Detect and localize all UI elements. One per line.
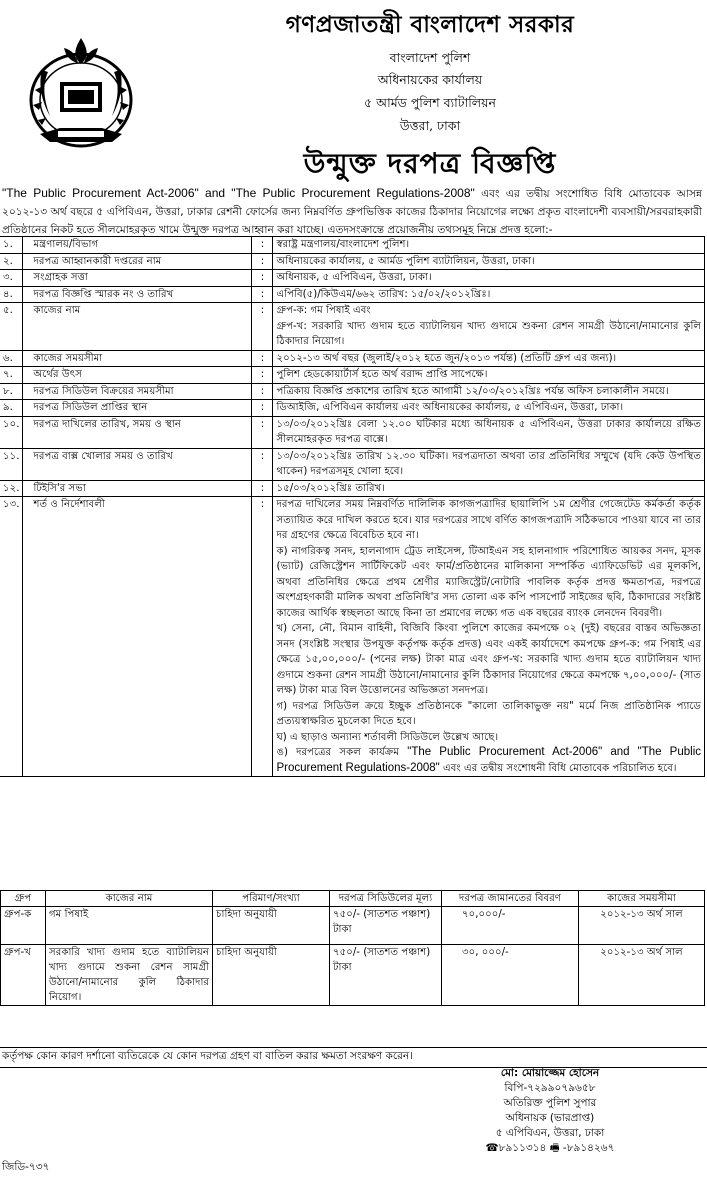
- row-number: ১০.: [0, 416, 23, 448]
- signatory-bp: বিপি-৭২৯৯০৭৯৬৫৮: [504, 1082, 596, 1094]
- lot-duration: ২০১২-১৩ অর্থ সাল: [579, 907, 705, 945]
- row-label: দরপত্র বিজ্ঞপ্তি স্মারক নং ও তারিখ: [23, 286, 252, 303]
- row-number: ৩.: [0, 270, 23, 287]
- lot-security: ৩০, ০০০/-: [442, 945, 579, 1006]
- location-name: উত্তরা, ঢাকা: [399, 118, 461, 133]
- office-name: অধিনায়কের কার্যালয়: [377, 72, 483, 87]
- row-number: ৭.: [0, 367, 23, 384]
- lot-quantity: চাহিদা অনুযায়ী: [213, 907, 330, 945]
- terms-item-ga: গ) দরপত্র সিডিউল ক্রয়ে ইচ্ছুক প্রতিষ্ঠানকে "কালো তালিকাভুক্ত নয়" মর্মে নিজ প্রাতিষ্ঠানিক প্যাডে প্রত্যয়স্বাক্ষরিত মুচলেকা দিতে হবে।: [276, 700, 701, 727]
- terms-item-kha: খ) সেনা, নৌ, বিমান বাহিনী, বিজিবি কিংবা পুলিশে কাজের কমপক্ষে ০২ (দুই) বছরের বাস্তব অভিজ্ঞতা সনদ (সংশ্লিষ্ট সংস্থার উপযুক্ত কর্তৃপক্ষ কর্তৃক প্রদত্ত) এবং একই কার্যাদেশে কমপক্ষে গ্রুপ-ক: গম পিষাই এর ক্ষেত্রে ১৫,০০,০০০/- (পনের লক্ষ) টাকা মাত্র এবং গ্রুপ-খ: সরকারি খাদ্য গুদাম হতে ব্যাটালিয়ন খাদ্য গুদামে শুকনা রেশন সামগ্রী উঠানো/নামানোর কুলি ঠিকাদার নিয়োগের ক্ষেত্রে কমপক্ষে ৭,০০,০০০/- (সাত লক্ষ) টাকা মাত্র বিল উত্তোলনের অভিজ্ঞতা সনদপত্র।: [276, 623, 701, 696]
- row-value: অধিনায়ক, ৫ এপিবিএন, উত্তরা, ঢাকা।: [273, 270, 705, 287]
- footnote: কর্তৃপক্ষ কোন কারণ দর্শানো ব্যতিরেকে যে কোন দরপত্র গ্রহণ বা বাতিল করার ক্ষমতা সংরক্ষণ করেন।: [0, 1047, 707, 1068]
- row-value: স্বরাষ্ট্র মন্ত্রণালয়/বাংলাদেশ পুলিশ।: [273, 237, 705, 254]
- table-row: [0, 400, 705, 417]
- col-header-duration: কাজের সময়সীমা: [579, 891, 705, 907]
- table-row: [0, 286, 705, 303]
- lot-schedule-price: ৭৫০/- (সাতশত পঞ্চাশ) টাকা: [330, 945, 442, 1006]
- lot-work: গম পিষাই: [46, 907, 213, 945]
- lot-quantity: চাহিদা অনুযায়ী: [213, 945, 330, 1006]
- signature-block: [420, 1066, 680, 1156]
- lot-work: সরকারি খাদ্য গুদাম হতে ব্যাটালিয়ন খাদ্য গুদামে শুকনা রেশন সামগ্রী উঠানো/নামানোর কুলি ঠিকাদার নিয়োগ।: [46, 945, 213, 1006]
- row-value: পুলিশ হেডকোয়ার্টার্স হতে অর্থ বরাদ্দ প্রাপ্তি সাপেক্ষে।: [273, 367, 705, 384]
- terms-umo-act: "The Public Procurement Act-2006" and "The Public Procurement Regulations-2008": [276, 746, 701, 774]
- notice-title: উন্মুক্ত দরপত্র বিজ্ঞপ্তি: [303, 147, 557, 180]
- table-row: [1, 907, 705, 945]
- row-label: দরপত্র আহ্বানকারী দপ্তরের নাম: [23, 253, 252, 270]
- row-label: দরপত্র দাখিলের তারিখ, সময় ও স্থান: [23, 416, 252, 448]
- row-number: ৪.: [0, 286, 23, 303]
- row-colon: :: [252, 480, 273, 497]
- row-label: মন্ত্রণালয়/বিভাগ: [23, 237, 252, 254]
- government-title: গণপ্রজাতন্ত্রী বাংলাদেশ সরকার: [285, 11, 575, 38]
- lots-table: [0, 890, 705, 1006]
- row-colon: :: [252, 350, 273, 367]
- row-label: অর্থের উৎস: [23, 367, 252, 384]
- table-row: [0, 497, 705, 777]
- col-header-work: কাজের নাম: [46, 891, 213, 907]
- row-number: ৫.: [0, 303, 23, 351]
- row-number: ১১.: [0, 448, 23, 480]
- row-colon: :: [252, 383, 273, 400]
- terms-item-gha: ঘ) এ ছাড়াও অন্যান্য শর্তাবলী সিডিউলে উল্লেখ আছে।: [276, 731, 499, 743]
- row-number: ২.: [0, 253, 23, 270]
- row-number: ৬.: [0, 350, 23, 367]
- row-value: এপিবি(৫)/কিউএম/৬৬২ তারিখ: ১৫/০২/২০১২খ্রিঃ।: [273, 286, 705, 303]
- row-label: দরপত্র সিডিউল প্রাপ্তির স্থান: [23, 400, 252, 417]
- table-row: [1, 945, 705, 1006]
- row-label: দরপত্র সিডিউল বিক্রয়ের সময়সীমা: [23, 383, 252, 400]
- row-colon: :: [252, 253, 273, 270]
- table-row: [0, 448, 705, 480]
- row-number: ৮.: [0, 383, 23, 400]
- row-label: কাজের সময়সীমা: [23, 350, 252, 367]
- row-colon: :: [252, 270, 273, 287]
- org-name: বাংলাদেশ পুলিশ: [389, 50, 471, 65]
- signatory-designation: অধিনায়ক (ভারপ্রাপ্ত): [505, 1112, 595, 1124]
- row-value: ১৩/০৩/২০১২খ্রিঃ তারিখ ১২.৩০ ঘটিকা। দরপত্রদাতা অথবা তার প্রতিনিধির সম্মুখে (যদি কেউ উপস্থিত থাকেন) দরপত্রসমূহ খোলা হবে।: [273, 448, 705, 480]
- row-value: পত্রিকায় বিজ্ঞপ্তি প্রকাশের তারিখ হতে আগামী ১২/০৩/২০১২খ্রিঃ পর্যন্ত অফিস চলাকালীন সময়ে।: [273, 383, 705, 400]
- row-value: ২০১২-১৩ অর্থ বছর (জুলাই/২০১২ হতে জুন/২০১৩ পর্যন্ত) (প্রতিটি গ্রুপ এর জন্য)।: [273, 350, 705, 367]
- table-row: [0, 253, 705, 270]
- bangladesh-police-emblem-icon: [20, 30, 142, 155]
- row-label: দরপত্র বাক্স খোলার সময় ও তারিখ: [23, 448, 252, 480]
- row-colon: :: [252, 416, 273, 448]
- lot-group: গ্রুপ-ক: [1, 907, 46, 945]
- row-value: গ্রুপ-ক: গম পিষাই এবং গ্রুপ-খ: সরকারি খাদ্য গুদাম হতে ব্যাটালিয়ন খাদ্য গুদামে শুকনা রেশন সামগ্রী উঠানো/নামানোর কুলি ঠিকাদার নিয়োগ।: [273, 303, 705, 351]
- terms-item-umo: [276, 745, 701, 776]
- row-label: শর্ত ও নির্দেশাবলী: [23, 497, 252, 777]
- terms-intro: দরপত্র দাখিলের সময় নিম্নবর্ণিত দালিলিক কাগজপত্রাদির ছায়ালিপি ১ম শ্রেণীর গেজেটেড কর্মকর্তা কর্তৃক সত্যায়িত করে দাখিল করতে হবে। যার দরপত্রের সাথে বর্ণিত কাগজপত্রাদি সঠিকভাবে পাওয়া যাবে না তার দর গ্রহণের ক্ষেত্রে বিবেচিত হবে না।: [276, 499, 701, 541]
- table-row: [0, 480, 705, 497]
- lot-group: গ্রুপ-খ: [1, 945, 46, 1006]
- signatory-name: মো: মোয়াজ্জেম হোসেন: [500, 1067, 600, 1079]
- terms-conditions: [273, 497, 705, 777]
- table-row: [0, 416, 705, 448]
- row-number: ১২.: [0, 480, 23, 497]
- row-value: অধিনায়কের কার্যালয়, ৫ আর্মড পুলিশ ব্যাটালিয়ন, উত্তরা, ঢাকা।: [273, 253, 705, 270]
- col-header-group: গ্রুপ: [1, 891, 46, 907]
- table-row: [0, 270, 705, 287]
- intro-text: এবং এর তদ্বীয় সংশোধিত বিধি মোতাবেক আসন্ন ২০১২-১৩ অর্থ বছরে ৫ এপিবিএন, উত্তরা, ঢাকার রেশনী ফোর্সের জন্য নিম্নবর্ণিত গ্রুপভিত্তিক কাজের ঠিকাদার নিয়োগের লক্ষ্যে প্রকৃত বাংলাদেশী ব্যবসায়ী/সরবরাহকারী প্রতিষ্ঠানের নিকট হতে সীলমোহরকৃত খামে উন্মুক্ত দরপত্র আহ্বান করা যাচ্ছে। এতদসংক্রান্তে প্রয়োজনীয় তথ্যসমূহ নিম্নে প্রদত্ত হলো:-: [2, 188, 703, 236]
- signatory-rank: অতিরিক্ত পুলিশ সুপার: [503, 1097, 597, 1109]
- row-label: কাজের নাম: [23, 303, 252, 351]
- reference-number: জিডি-৭৩৭: [2, 1161, 50, 1173]
- row-value: ১৫/০৩/২০১২খ্রিঃ তারিখ।: [273, 480, 705, 497]
- table-row: [0, 303, 705, 351]
- lot-security: ৭০,০০০/-: [442, 907, 579, 945]
- row-label: সংগ্রাহক সত্তা: [23, 270, 252, 287]
- lots-header-row: [1, 891, 705, 907]
- lot-schedule-price: ৭৫০/- (সাতশত পঞ্চাশ) টাকা: [330, 907, 442, 945]
- row-number: ৯.: [0, 400, 23, 417]
- row-colon: :: [252, 497, 273, 777]
- intro-paragraph: [2, 184, 702, 239]
- table-row: [0, 367, 705, 384]
- row-colon: :: [252, 448, 273, 480]
- row-number: ১৩.: [0, 497, 23, 777]
- signatory-phone: ☎৮৯১১৩১৪ 🖷 -৮৯১৪২৬৭: [485, 1142, 615, 1154]
- unit-name: ৫ আর্মড পুলিশ ব্যাটালিয়ন: [364, 95, 496, 110]
- table-row: [0, 350, 705, 367]
- terms-umo-post: এবং এর তদ্বীয় সংশোধনী বিধি মোতাবেক পরিচালিত হবে।: [439, 762, 677, 774]
- intro-act: "The Public Procurement Act-2006" and "The Public Procurement Regulations-2008": [2, 186, 475, 200]
- row-colon: :: [252, 237, 273, 254]
- terms-umo-pre: ঙ) দরপত্রের সকল কার্যক্রম: [276, 747, 408, 758]
- row-colon: :: [252, 303, 273, 351]
- row-colon: :: [252, 367, 273, 384]
- row-value: ডিআইজি, এপিবিএন কার্যালয় এবং অধিনায়কের কার্যালয়, ৫ এপিবিএন, উত্তরা, ঢাকা।: [273, 400, 705, 417]
- terms-item-ka: ক) নাগরিকত্ব সনদ, হালনাগাদ ট্রেড লাইসেন্স, টিআইএন সহ হালনাগাদ পরিশোধিত আয়কর সনদ, মূসক (ভ্যাট) রেজিস্ট্রেশন সার্টিফিকেট এবং ফার্ম/প্রতিষ্ঠানের মালিকানা সম্পর্কিত এ্যাফিডেভিট এর মূলকপি, অথবা প্রতিনিধির ক্ষেত্রে প্রথম শ্রেণীর ম্যাজিস্ট্রেট/নোটারি পাবলিক কর্তৃক প্রদত্ত ক্ষমতাপত্র, দরপত্রে অংশগ্রহণকারী মালিক অথবা প্রতিনিধি'র সদ্য তোলা এক কপি পাসপোর্ট সাইজের ছবি, ঠিকাদারের সংশ্লিষ্ট কাজের আর্থিক স্বচ্ছলতা আছে কিনা তা প্রমাণের লক্ষ্যে গত এক বছরের ব্যাংক লেনদেন বিবরণী।: [276, 545, 701, 619]
- tender-info-table: [0, 236, 705, 777]
- row-colon: :: [252, 286, 273, 303]
- signatory-address: ৫ এপিবিএন, উত্তরা, ঢাকা: [495, 1127, 605, 1139]
- row-number: ১.: [0, 237, 23, 254]
- row-label: টিইসি'র সভা: [23, 480, 252, 497]
- col-header-quantity: পরিমাণ/সংখ্যা: [213, 891, 330, 907]
- row-value: ১৩/০৩/২০১২খ্রিঃ বেলা ১২.০০ ঘটিকার মধ্যে অধিনায়ক ৫ এপিবিএন, উত্তরা ঢাকার কার্যালয়ে রক্ষিত সীলমোহরকৃত দরপত্র বাক্সে।: [273, 416, 705, 448]
- row-colon: :: [252, 400, 273, 417]
- lot-duration: ২০১২-১৩ অর্থ সাল: [579, 945, 705, 1006]
- col-header-schedule-price: দরপত্র সিডিউলের মূল্য: [330, 891, 442, 907]
- table-row: [0, 237, 705, 254]
- table-row: [0, 383, 705, 400]
- col-header-security: দরপত্র জামানতের বিবরণ: [442, 891, 579, 907]
